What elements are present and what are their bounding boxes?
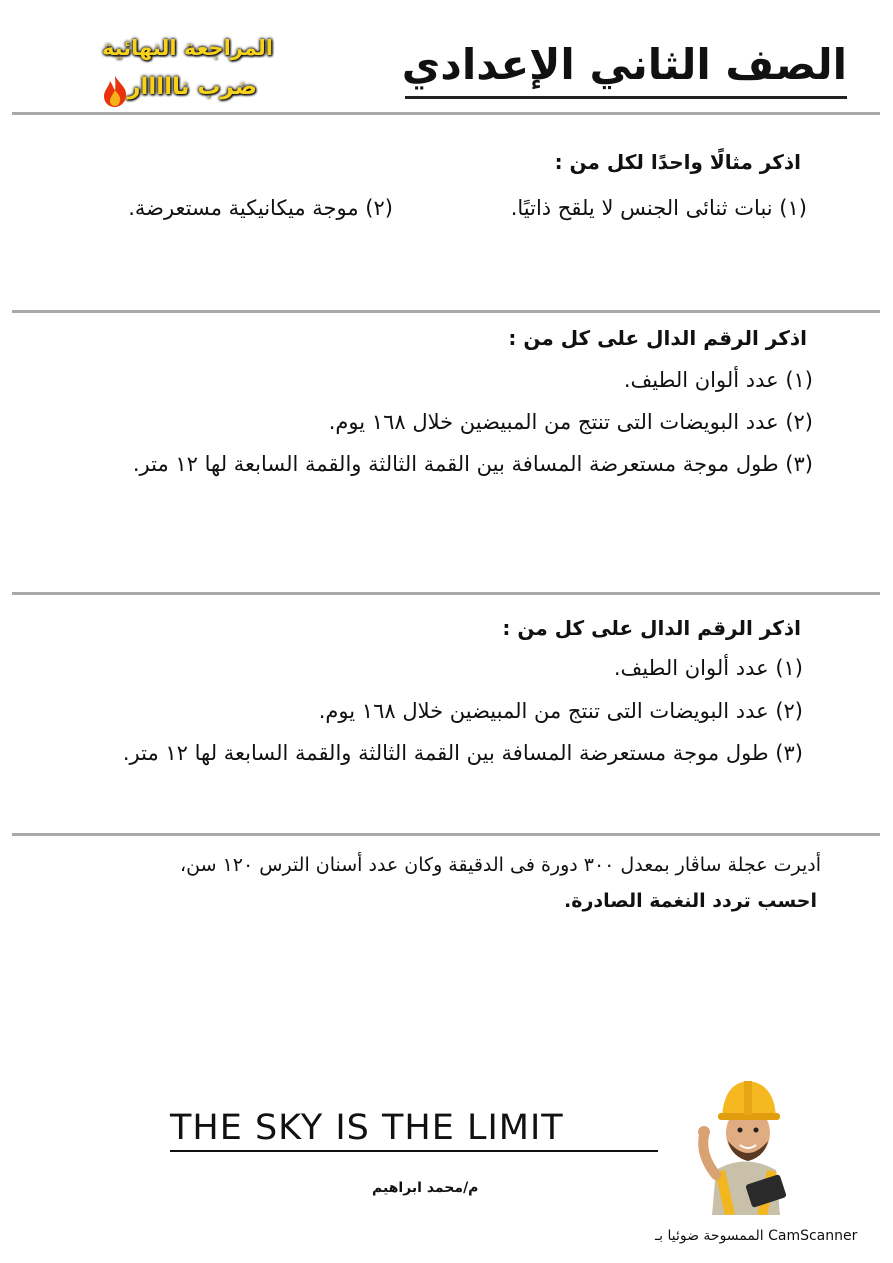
- author-signature: م/محمد ابراهيم: [372, 1180, 479, 1196]
- section2-item-1: (١) عدد ألوان الطيف.: [623, 368, 813, 392]
- badge-line-2: ضرب نااااار: [127, 74, 257, 100]
- section1-item-1: (١) نبات ثنائى الجنس لا يلقح ذاتيًا.: [510, 196, 807, 220]
- page-title: الصف الثاني الإعدادي: [401, 40, 847, 89]
- badge-line-1: المراجعة النهائية: [101, 36, 273, 60]
- fire-icon: [100, 74, 130, 108]
- slogan-underline: [170, 1150, 658, 1152]
- section2-item-2: (٢) عدد البويضات التى تنتج من المبيضين خلال ١٦٨ يوم.: [328, 410, 813, 434]
- section2-heading: اذكر الرقم الدال على كل من :: [508, 326, 807, 350]
- section2-item-3: (٣) طول موجة مستعرضة المسافة بين القمة الثالثة والقمة السابعة لها ١٢ متر.: [132, 452, 813, 476]
- section1-heading: اذكر مثالًا واحدًا لكل من :: [554, 150, 801, 174]
- slogan: THE SKY IS THE LIMIT: [170, 1108, 564, 1148]
- section4-line-2: احسب تردد النغمة الصادرة.: [564, 890, 817, 912]
- engineer-mascot-icon: [690, 1075, 800, 1215]
- section3-heading: اذكر الرقم الدال على كل من :: [502, 616, 801, 640]
- divider: [12, 310, 880, 313]
- section1-item-2: (٢) موجة ميكانيكية مستعرضة.: [128, 196, 393, 220]
- final-review-badge: [55, 30, 285, 114]
- divider: [12, 592, 880, 595]
- camscanner-watermark: الممسوحة ضوئيا بـ CamScanner: [655, 1228, 858, 1244]
- section4-line-1: أديرت عجلة ساڤار بمعدل ٣٠٠ دورة فى الدقيقة وكان عدد أسنان الترس ١٢٠ سن،: [180, 854, 821, 876]
- divider: [12, 112, 880, 115]
- divider: [12, 833, 880, 836]
- section3-item-2: (٢) عدد البويضات التى تنتج من المبيضين خلال ١٦٨ يوم.: [318, 699, 803, 723]
- section3-item-1: (١) عدد ألوان الطيف.: [613, 656, 803, 680]
- section3-item-3: (٣) طول موجة مستعرضة المسافة بين القمة الثالثة والقمة السابعة لها ١٢ متر.: [122, 741, 803, 765]
- title-underline: [405, 96, 847, 99]
